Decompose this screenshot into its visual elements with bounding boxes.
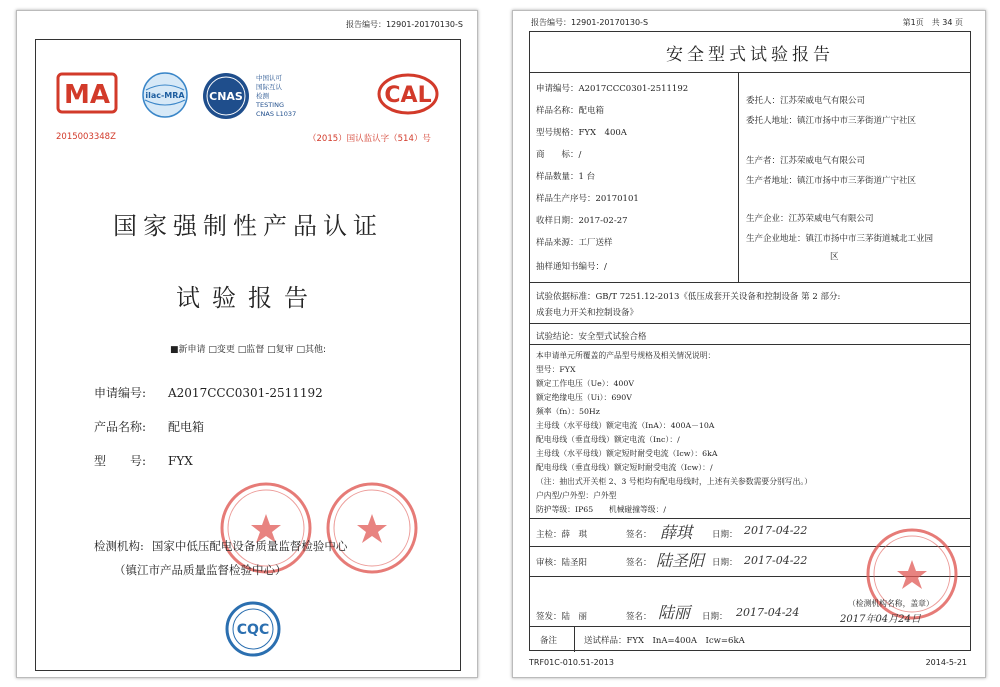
- ma-code: 2015003348Z: [56, 132, 116, 142]
- chief-inspector: 主检：薛 琪: [536, 530, 588, 540]
- field-label: 申请编号:: [94, 386, 147, 400]
- desc-line: 本申请单元所覆盖的产品型号规格及相关情况说明：: [536, 351, 716, 360]
- desc-line: （注：抽出式开关柜 2、3 号柜均有配电母线时，上述有关参数需要分别写出。）: [536, 477, 813, 486]
- signature-label: 签名：: [626, 612, 652, 622]
- cal-logo-text: CAL: [384, 83, 432, 108]
- cqc-logo-text: CQC: [236, 622, 270, 638]
- testing-organization: [94, 538, 347, 554]
- desc-line: 主母线（水平母线）额定短时耐受电流（Icw）：6kA: [536, 449, 718, 458]
- desc-line: 配电母线（垂直母线）额定电流（Inc）：/: [536, 435, 680, 444]
- date-label: 日期：: [712, 530, 738, 540]
- handwritten-signature: 薛琪: [660, 523, 693, 542]
- sample-info-field: 样品来源：工厂送样: [536, 238, 613, 248]
- sample-info-field: 样品名称：配电箱: [536, 106, 605, 116]
- reviewer: 审核：陆圣阳: [536, 558, 588, 568]
- sample-info-field: 收样日期：2017-02-27: [536, 216, 628, 226]
- org-label: 检测机构:: [94, 539, 144, 553]
- test-standard: 试验依据标准：GB/T 7251.12-2013《低压成套开关设备和控制设备 第 2 部分:: [536, 292, 841, 302]
- table-rule: [530, 626, 970, 627]
- stamp-note: （检测机构名称，盖章）: [848, 599, 934, 608]
- table-rule: [530, 282, 970, 283]
- field-label: 产品名称:: [94, 420, 147, 434]
- remark-value: 送试样品：FYX InA=400A Icw=6kA: [584, 636, 745, 646]
- form-date: 2014-5-21: [925, 658, 967, 667]
- cnas-logo-text: CNAS: [209, 90, 243, 103]
- client-info-field: 生产企业：江苏荣威电气有限公司: [746, 214, 874, 224]
- test-report-page: [512, 10, 986, 678]
- cqc-logo-icon: [224, 600, 282, 658]
- table-rule: [530, 72, 970, 73]
- handwritten-date: 2017年04月24日: [840, 614, 921, 625]
- handwritten-date: 2017-04-22: [744, 554, 808, 567]
- ma-logo-icon: [56, 72, 118, 114]
- field-value: A2017CCC0301-2511192: [168, 386, 323, 400]
- test-conclusion: 试验结论：安全型式试验合格: [536, 332, 647, 342]
- table-rule: [530, 323, 970, 324]
- sample-info-field: 样品生产序号：20170101: [536, 194, 639, 204]
- desc-line: 型号：FYX: [536, 365, 576, 374]
- client-info-field: 生产者地址：镇江市扬中市三茅街道广宁社区: [746, 176, 917, 186]
- table-rule: [574, 626, 575, 652]
- field-model: [94, 452, 193, 469]
- ilac-logo-text: ilac-MRA: [145, 91, 185, 100]
- handwritten-signature: 陆丽: [658, 603, 691, 622]
- cal-code: （2015）国认监认字（514）号: [308, 134, 431, 144]
- report-table: [529, 31, 971, 651]
- date-label: 日期：: [712, 558, 738, 568]
- cnas-caption: [256, 74, 296, 119]
- client-info-field: 委托人地址：镇江市扬中市三茅街道广宁社区: [746, 116, 917, 126]
- client-info-field: 区: [830, 252, 839, 262]
- cover-frame: [35, 39, 461, 671]
- table-rule: [530, 518, 970, 519]
- cnas-caption-line: 国际互认: [256, 83, 282, 91]
- sample-info-field: 商 标：/: [536, 150, 582, 160]
- signature-label: 签名：: [626, 530, 652, 540]
- table-rule: [738, 72, 739, 282]
- report-title: 安全型式试验报告: [666, 45, 834, 65]
- sample-info-field: 型号规格：FYX 400A: [536, 128, 627, 138]
- org-subname: （镇江市产品质量监督检验中心）: [114, 563, 287, 577]
- desc-line: 额定工作电压（Ue）：400V: [536, 379, 634, 388]
- handwritten-date: 2017-04-24: [736, 606, 800, 619]
- desc-line: 户内型/户外型：户外型: [536, 491, 617, 500]
- date-label: 日期：: [702, 612, 728, 622]
- client-info-field: 生产企业地址：镇江市扬中市三茅街道城北工业园: [746, 234, 934, 244]
- cnas-caption-line: CNAS L1037: [256, 110, 297, 118]
- sample-info-field: 抽样通知书编号：/: [536, 262, 607, 272]
- cnas-caption-line: 检测: [256, 92, 269, 100]
- cnas-caption-line: TESTING: [256, 101, 284, 109]
- cnas-logo-icon: [200, 70, 252, 122]
- desc-line: 主母线（水平母线）额定电流（InA）：400A－10A: [536, 421, 715, 430]
- ilac-mra-logo-icon: [140, 70, 190, 120]
- field-product-name: [94, 418, 204, 435]
- sample-info-field: 样品数量：1 台: [536, 172, 596, 182]
- field-value: FYX: [168, 454, 193, 468]
- desc-line: 额定绝缘电压（Ui）：690V: [536, 393, 632, 402]
- cover-subtitle: 试验报告: [176, 284, 320, 312]
- page-indicator: 第1页 共 34 页: [902, 18, 963, 27]
- cnas-caption-line: 中国认可: [256, 74, 282, 82]
- approver: 签发：陆 丽: [536, 612, 588, 622]
- report-number: 报告编号：12901-20170130-S: [531, 18, 649, 27]
- cal-logo-icon: [376, 72, 440, 116]
- client-info-field: 委托人：江苏荣威电气有限公司: [746, 96, 866, 106]
- desc-line: 配电母线（垂直母线）额定短时耐受电流（Icw）：/: [536, 463, 713, 472]
- application-type-checkboxes: ■新申请 □变更 □监督 □复审 □其他:: [170, 345, 326, 355]
- signature-label: 签名：: [626, 558, 652, 568]
- inspection-seal-icon: [324, 480, 420, 576]
- form-code: TRF01C-010.51-2013: [529, 658, 614, 667]
- sample-info-field: 申请编号：A2017CCC0301-2511192: [536, 84, 689, 94]
- field-application-no: [94, 384, 323, 401]
- report-number: 报告编号：12901-20170130-S: [345, 20, 463, 29]
- field-value: 配电箱: [168, 420, 205, 434]
- cover-title: 国家强制性产品认证: [113, 212, 383, 240]
- field-label: 型 号:: [94, 454, 147, 468]
- ma-logo-text: MA: [64, 80, 110, 110]
- desc-line: 频率（fn）：50Hz: [536, 407, 600, 416]
- handwritten-date: 2017-04-22: [744, 524, 808, 537]
- client-info-field: 生产者：江苏荣威电气有限公司: [746, 156, 866, 166]
- remark-label: 备注: [540, 636, 558, 646]
- handwritten-signature: 陆圣阳: [656, 551, 705, 570]
- table-rule: [530, 344, 970, 345]
- desc-line: 防护等级：IP65 机械碰撞等级：/: [536, 505, 667, 514]
- org-name: 国家中低压配电设备质量监督检验中心: [151, 539, 348, 553]
- test-standard: 成套电力开关和控制设备》: [536, 308, 639, 318]
- report-cover-page: [16, 10, 478, 678]
